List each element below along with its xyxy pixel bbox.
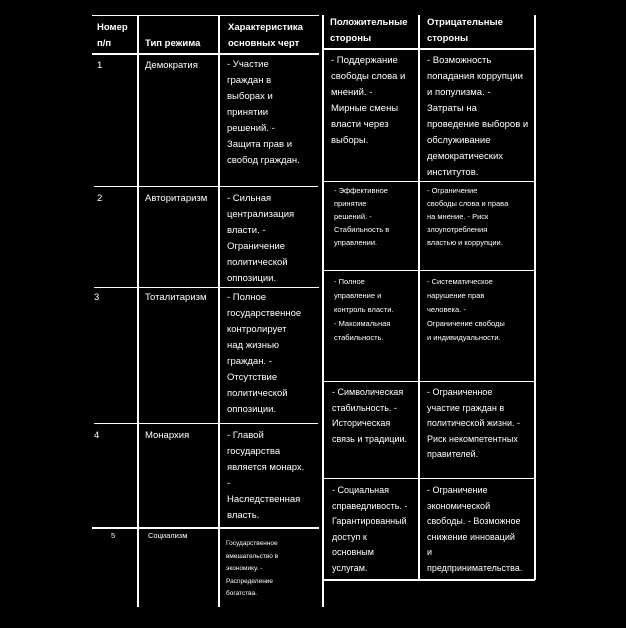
grid-line — [137, 15, 139, 607]
regime-features: - Полное государственное контролирует над жизнью граждан. - Отсутствие политической оппозиции. — [227, 292, 302, 415]
regime-type: Социализм — [148, 531, 188, 540]
row-number: 4 — [94, 430, 100, 441]
regime-features: - Участие граждан в выборах и принятии решений. - Защита прав и свобод граждан. — [227, 59, 300, 166]
grid-line — [92, 15, 319, 16]
grid-line — [322, 15, 324, 607]
header-number: Номер п/п — [97, 22, 128, 49]
grid-line — [418, 15, 420, 580]
grid-line — [534, 15, 536, 580]
header-features: Характеристика основных черт — [228, 22, 303, 49]
regime-features: Государственное вмешательство в экономику. - Распределение богатства. — [226, 540, 279, 597]
regime-positive: - Социальная справедливость. - Гарантированный доступ к основным услугам. — [332, 485, 408, 573]
grid-line — [94, 287, 319, 288]
grid-line — [324, 579, 535, 581]
header-regime-type: Тип режима — [145, 38, 201, 49]
header-negative: Отрицательные стороны — [427, 17, 503, 44]
regime-negative: - Ограниченное участие граждан в политической жизни. - Риск некомпетентных правителей. — [427, 387, 521, 459]
row-number: 3 — [94, 292, 100, 303]
grid-line — [324, 381, 535, 382]
grid-line — [92, 527, 319, 529]
grid-line — [324, 270, 535, 271]
header-positive: Положительные стороны — [330, 17, 408, 44]
regime-type: Авторитаризм — [145, 193, 208, 204]
row-number: 1 — [97, 60, 103, 71]
regime-positive: - Полное управление и контроль власти. - Максимальная стабильность. — [334, 277, 394, 342]
grid-line — [94, 423, 318, 424]
row-number: 5 — [111, 531, 116, 540]
regime-negative: - Ограничение свободы слова и права на мнение. - Риск злоупотребления властью и коррупции. — [427, 186, 509, 247]
grid-line — [92, 53, 319, 55]
regime-type: Монархия — [145, 430, 190, 441]
regime-negative: - Систематическое нарушение прав человека. - Ограничение свободы и индивидуальности. — [427, 277, 505, 342]
grid-line — [324, 48, 535, 50]
regime-positive: - Эффективное принятие решений. - Стабильность в управлении. — [334, 186, 390, 247]
grid-line — [218, 15, 220, 607]
grid-line — [324, 181, 535, 182]
regime-positive: - Поддержание свободы слова и мнений. - Мирные смены власти через выборы. — [331, 55, 406, 146]
regime-features: - Главой государства является монарх. - Наследственная власть. — [227, 430, 305, 521]
regime-features: - Сильная централизация власти. - Ограничение политической оппозиции. — [227, 193, 295, 284]
grid-line — [324, 478, 535, 479]
regime-type: Тоталитаризм — [145, 292, 207, 303]
regime-negative: - Возможность попадания коррупции и популизма. - Затраты на проведение выборов и обслуживание демократических институтов. — [427, 55, 529, 178]
regime-type: Демократия — [145, 60, 198, 71]
row-number: 2 — [97, 193, 103, 204]
grid-line — [94, 186, 318, 187]
regime-positive: - Символическая стабильность. - Историческая связь и традиции. — [332, 387, 408, 444]
regime-negative: - Ограничение экономической свободы. - Возможное снижение инноваций и предпринимательства. — [427, 485, 523, 573]
